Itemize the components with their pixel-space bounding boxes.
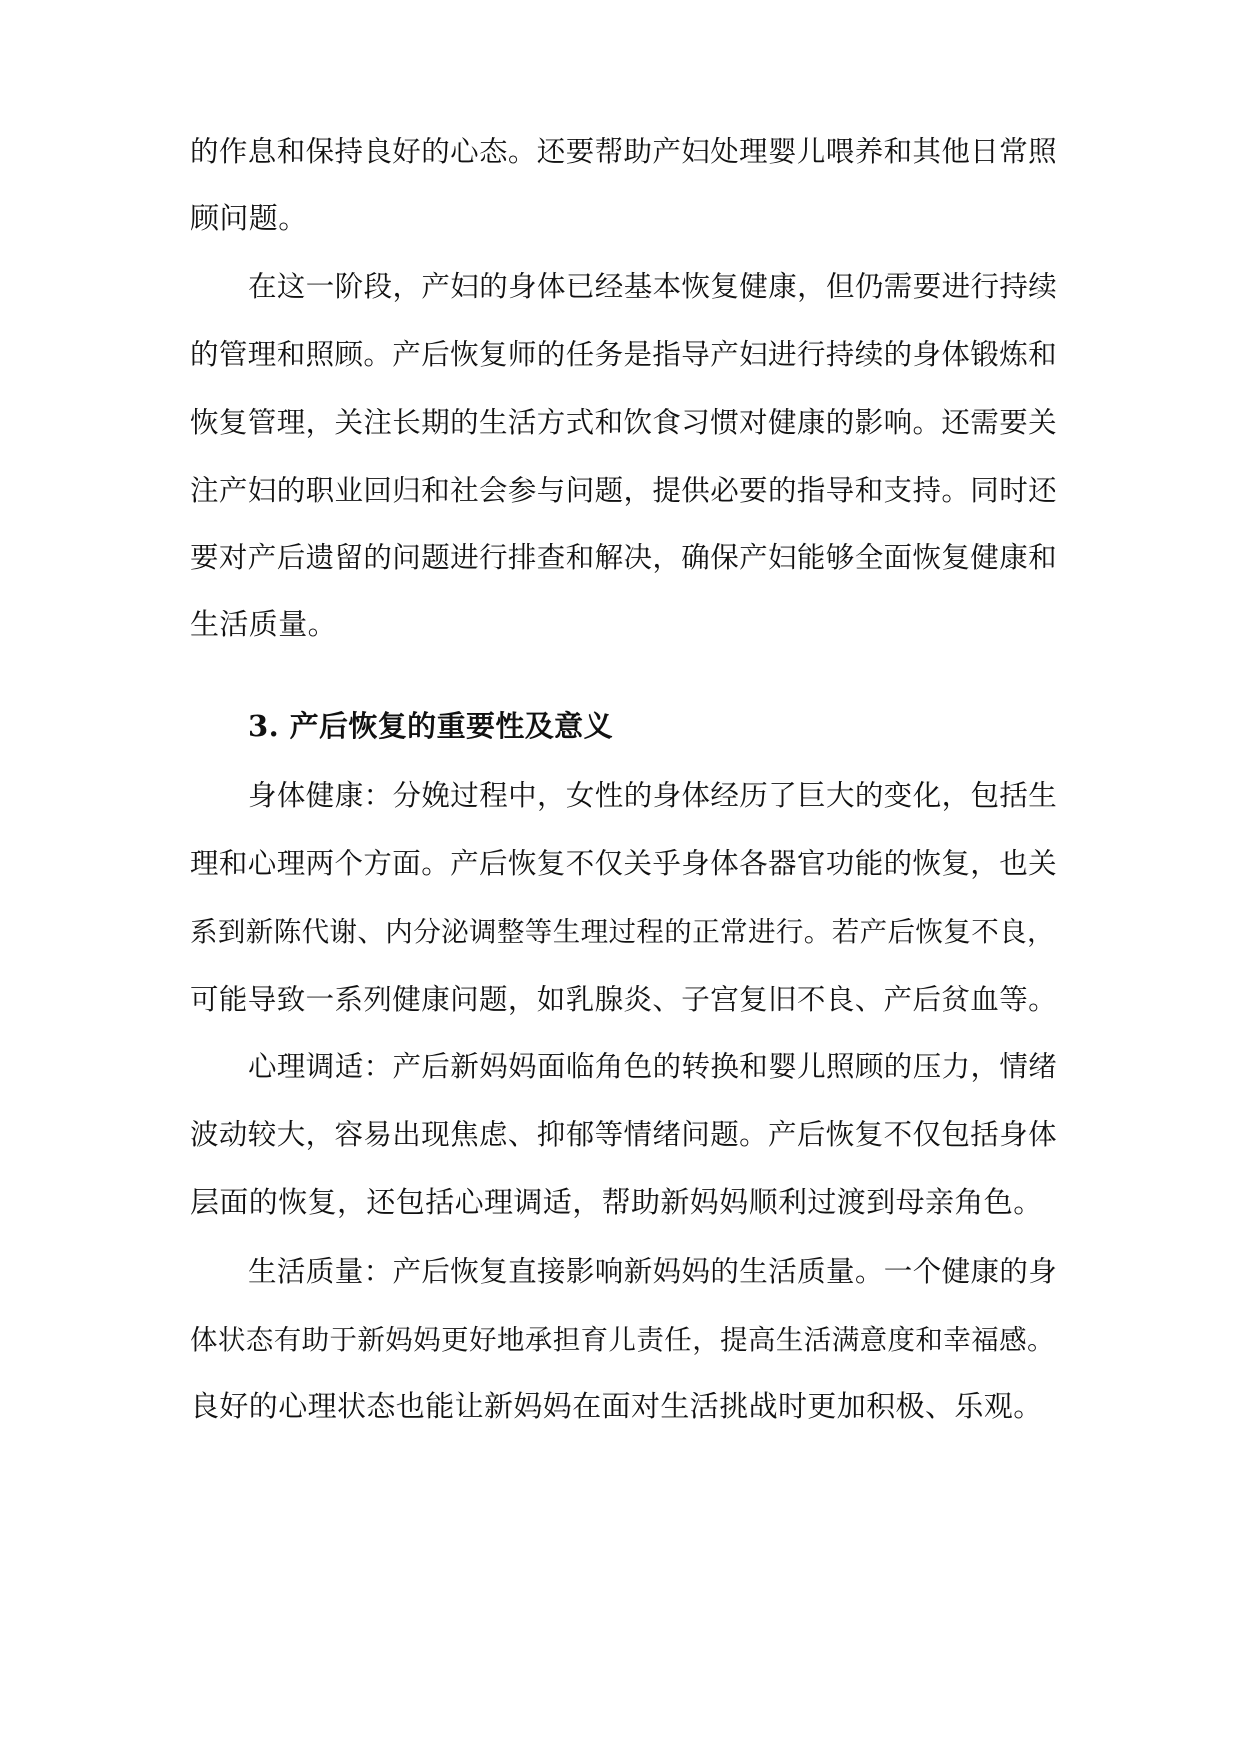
paragraph-line: 层面的恢复，还包括心理调适，帮助新妈妈顺利过渡到母亲角色。: [190, 1185, 1043, 1219]
section-heading: 3. 产后恢复的重要性及意义: [248, 709, 613, 743]
paragraph-line: 的作息和保持良好的心态。还要帮助产妇处理婴儿喂养和其他日常照: [190, 135, 1058, 168]
paragraph-line: 可能导致一系列健康问题，如乳腺炎、子宫复旧不良、产后贫血等。: [190, 983, 1058, 1016]
paragraph-line: 身体健康：分娩过程中，女性的身体经历了巨大的变化，包括生: [248, 779, 1058, 812]
paragraph-line: 心理调适：产后新妈妈面临角色的转换和婴儿照顾的压力，情绪: [248, 1050, 1058, 1083]
paragraph-line: 生活质量。: [190, 607, 338, 641]
paragraph-line: 注产妇的职业回归和社会参与问题，提供必要的指导和支持。同时还: [190, 474, 1058, 507]
paragraph-line: 良好的心理状态也能让新妈妈在面对生活挑战时更加积极、乐观。: [190, 1389, 1043, 1423]
paragraph-line: 体状态有助于新妈妈更好地承担育儿责任，提高生活满意度和幸福感。: [190, 1324, 1055, 1356]
paragraph-line: 理和心理两个方面。产后恢复不仅关乎身体各器官功能的恢复，也关: [190, 847, 1058, 880]
paragraph-line: 系到新陈代谢、内分泌调整等生理过程的正常进行。若产后恢复不良，: [190, 916, 1055, 948]
paragraph-line: 波动较大，容易出现焦虑、抑郁等情绪问题。产后恢复不仅包括身体: [190, 1118, 1058, 1151]
paragraph-line: 顾问题。: [190, 201, 308, 235]
paragraph-line: 的管理和照顾。产后恢复师的任务是指导产妇进行持续的身体锻炼和: [190, 338, 1058, 371]
paragraph-line: 生活质量：产后恢复直接影响新妈妈的生活质量。一个健康的身: [248, 1255, 1058, 1288]
paragraph-line: 在这一阶段，产妇的身体已经基本恢复健康，但仍需要进行持续: [248, 270, 1058, 303]
paragraph-line: 恢复管理，关注长期的生活方式和饮食习惯对健康的影响。还需要关: [190, 406, 1058, 439]
paragraph-line: 要对产后遗留的问题进行排查和解决，确保产妇能够全面恢复健康和: [190, 541, 1058, 574]
